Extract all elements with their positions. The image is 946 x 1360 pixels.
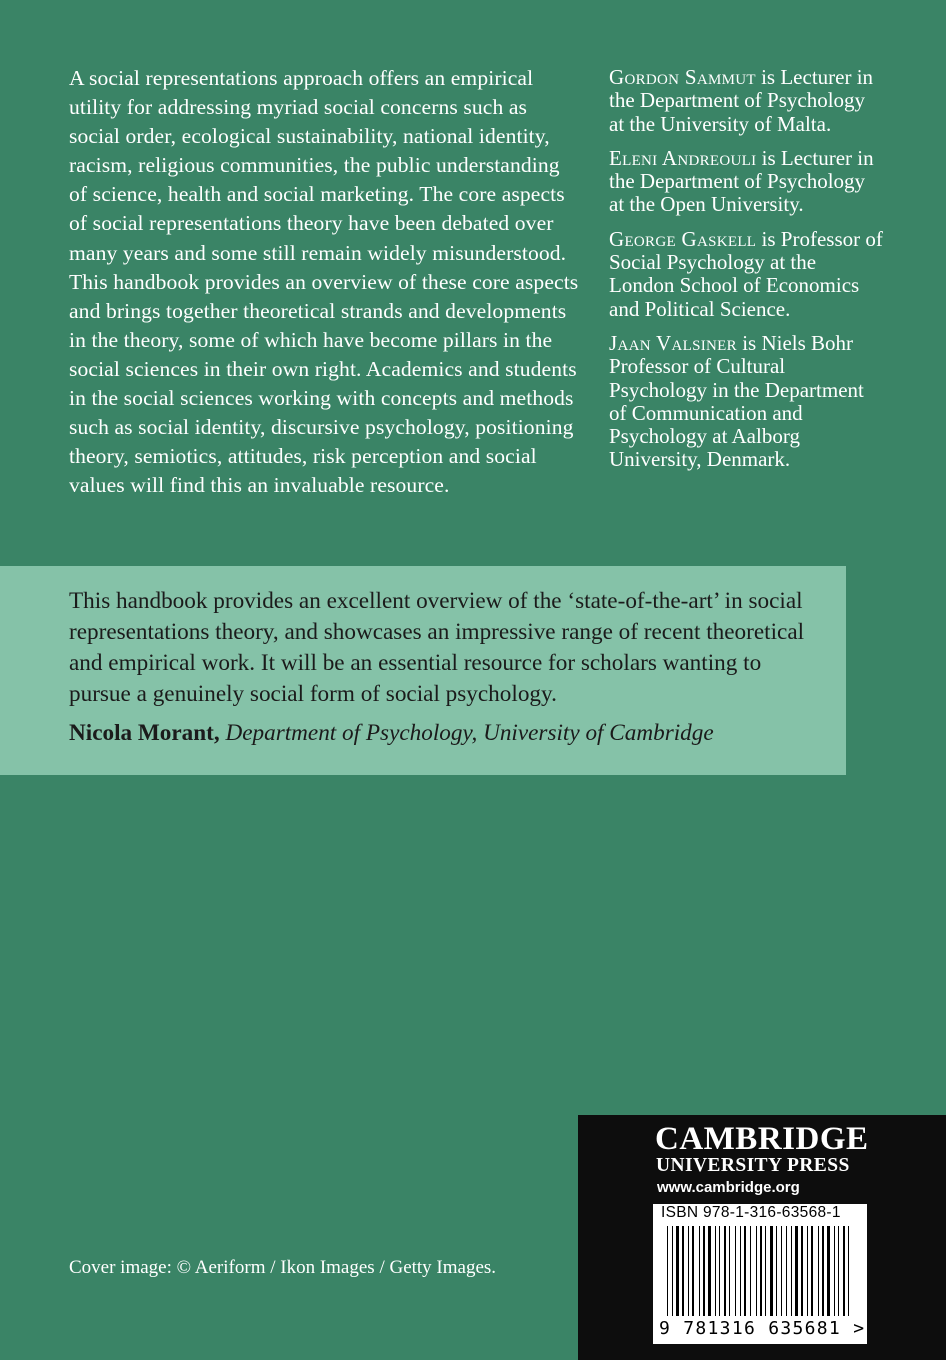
author-bio-text: is Lecturer in the Department of Psychology at the University of Malta. — [609, 65, 874, 136]
author-bio — [609, 332, 884, 472]
author-bio — [609, 228, 884, 321]
author-bio — [609, 66, 884, 136]
publisher-name: CAMBRIDGE — [655, 1121, 869, 1157]
author-bio-text: is Lecturer in the Department of Psychology at the Open University. — [609, 145, 874, 217]
cover-image-credit: Cover image: © Aeriform / Ikon Images / Getty Images. — [69, 1257, 497, 1278]
author-name: Eleni Andreouli — [609, 145, 757, 170]
barcode-icon — [653, 1226, 867, 1320]
endorsement-quote: This handbook provides an excellent overview of the ‘state-of-the-art’ in social representations theory, and showcases an impressive range of recent theoretical and empirical work. It will be an essential resource for scholars wanting to pursue a genuinely social form of social psychology. — [69, 588, 805, 707]
isbn-barcode — [653, 1204, 867, 1344]
author-bio-text: is Niels Bohr Professor of Cultural Psychology in the Department of Communication and Psychology at Aalborg University, Denmark. — [609, 330, 864, 472]
endorser-name: Nicola Morant, — [69, 720, 220, 746]
barcode-digits: 9 781316 635681 > — [659, 1318, 866, 1339]
author-name: George Gaskell — [609, 226, 757, 251]
author-bios — [609, 66, 884, 483]
back-cover-blurb: A social representations approach offers an empirical utility for addressing myriad social concerns such as social order, ecological sustainability, national identity, racism, religious communities, the public understanding of science, health and social marketing. The core aspects of social representations theory have been debated over many years and some still remain widely misunderstood. This handbook provides an overview of these core aspects and brings together theoretical strands and developments in the theory, some of which have become pillars in the social sciences in their own right. Academics and students in the social sciences working with concepts and methods such as social identity, discursive psychology, positioning theory, semiotics, attitudes, risk perception and social values will find this an invaluable resource. — [69, 66, 579, 498]
publisher-subtitle: UNIVERSITY PRESS — [656, 1155, 850, 1176]
isbn-label: ISBN 978-1-316-63568-1 — [661, 1204, 841, 1221]
publisher-block — [578, 1115, 946, 1360]
author-bio — [609, 147, 884, 217]
endorsement-attribution — [69, 718, 806, 748]
author-name: Gordon Sammut — [609, 65, 756, 89]
publisher-url: www.cambridge.org — [657, 1179, 800, 1196]
endorser-affiliation: Department of Psychology, University of Cambridge — [225, 720, 714, 746]
author-name: Jaan Valsiner — [609, 330, 737, 355]
endorsement-quote-box — [0, 566, 846, 775]
author-bio-text: is Professor of Social Psychology at the London School of Economics and Political Science. — [609, 226, 883, 321]
